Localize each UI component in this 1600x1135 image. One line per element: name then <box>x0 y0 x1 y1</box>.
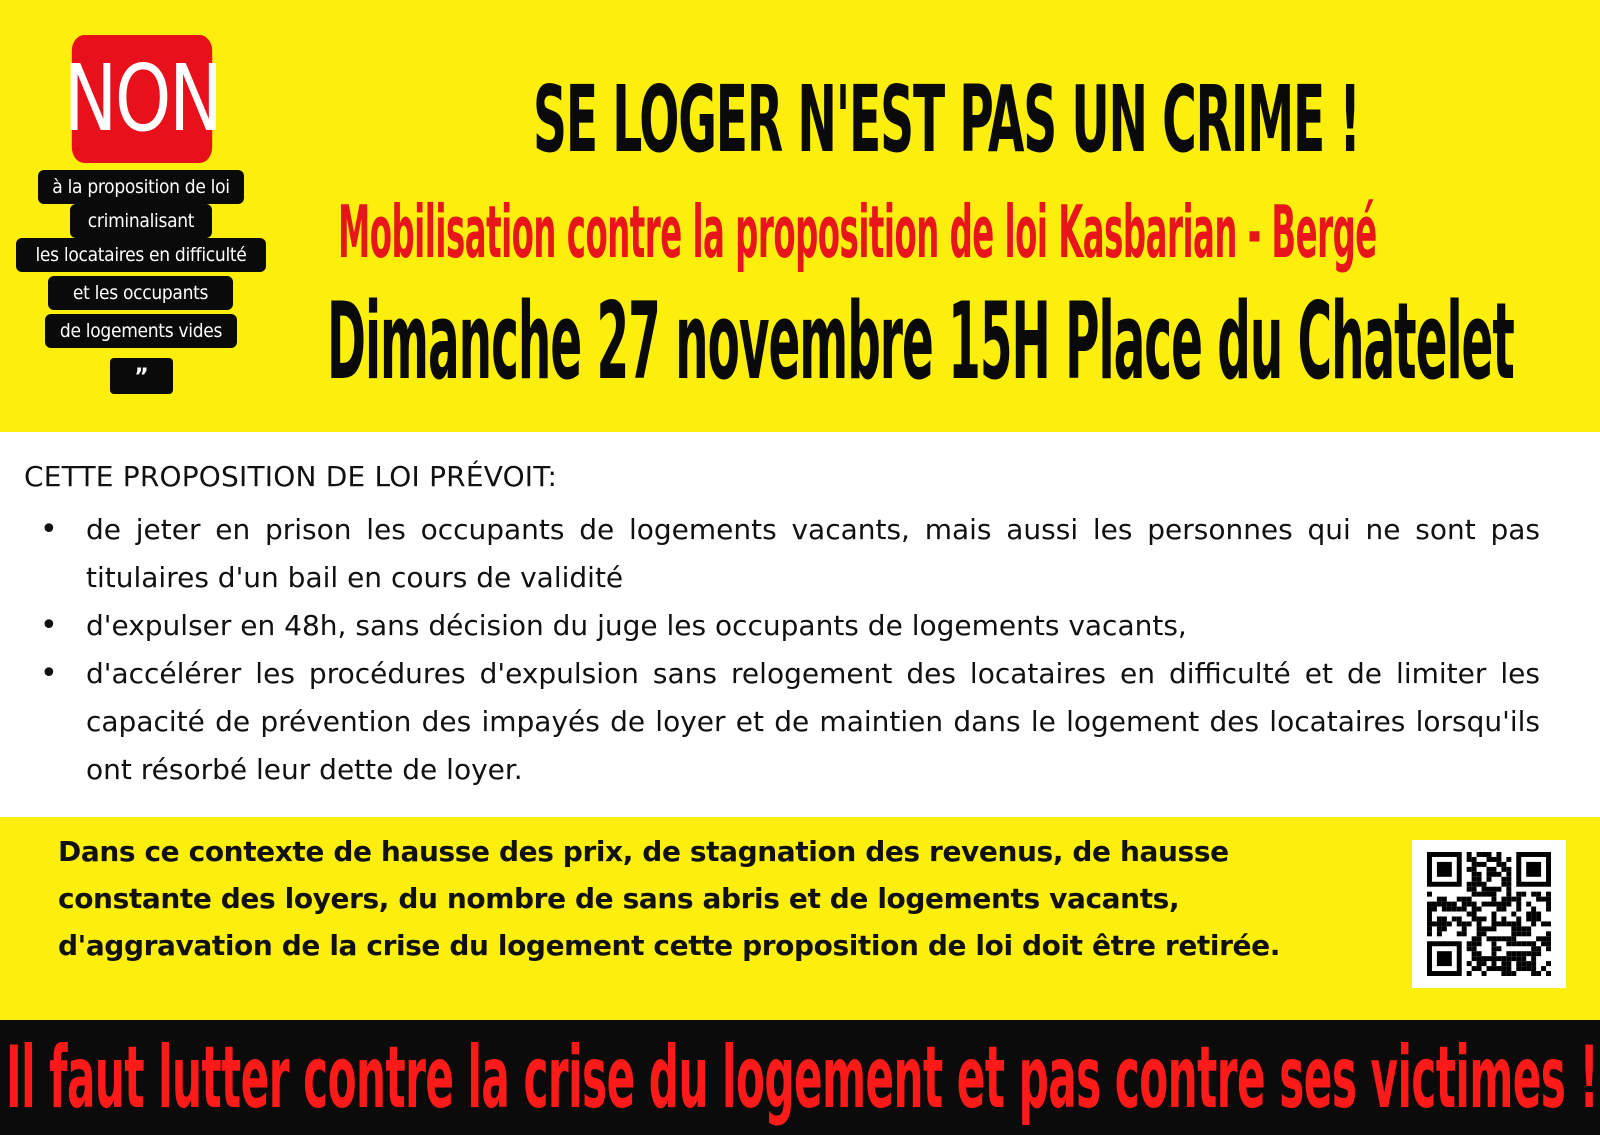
badge-line: de logements vides <box>45 314 237 348</box>
badge-line: à la proposition de loi <box>38 170 244 204</box>
section-heading: CETTE PROPOSITION DE LOI PRÉVOIT: <box>24 460 558 493</box>
list-item: • de jeter en prison les occupants de logements vacants, mais aussi les personnes qui ne sont pas titulaires d'un bail en cours de validité <box>40 506 1540 602</box>
list-item: • d'accélérer les procédures d'expulsion sans relogement des locataires en difficulté et de limiter les capacité de prévention des impayés de loyer et de maintien dans le logement des locataires lorsqu'ils ont résorbé leur dette de loyer. <box>40 650 1540 794</box>
page-title: SE LOGER N'EST PAS UN CRIME ! <box>533 66 1360 173</box>
non-label: NON <box>63 45 221 152</box>
badge-line: et les occupants <box>48 276 233 310</box>
footer-slogan: Il faut lutter contre la crise du logement et pas contre ses victimes ! <box>6 1028 1599 1128</box>
page-subtitle: Mobilisation contre la proposition de loi Kasbarian - Bergé <box>338 190 1377 274</box>
list-item: • d'expulser en 48h, sans décision du juge les occupants de logements vacants, <box>40 602 1540 650</box>
qr-code-icon <box>1425 852 1553 976</box>
badge-line: criminalisant <box>70 204 212 238</box>
non-badge <box>63 35 221 163</box>
badge-line: les locataires en difficulté <box>16 238 266 272</box>
qr-code[interactable] <box>1412 840 1566 988</box>
bullet-list <box>40 506 1540 794</box>
quote-icon: ” <box>110 358 173 394</box>
context-paragraph: Dans ce contexte de hausse des prix, de stagnation des revenus, de hausse constante des loyers, du nombre de sans abris et de logements vacants, d'aggravation de la crise du logement cette proposition de loi doit être retirée. <box>58 835 1280 962</box>
event-date-place: Dimanche 27 novembre 15H Place du Chatelet <box>327 280 1514 403</box>
